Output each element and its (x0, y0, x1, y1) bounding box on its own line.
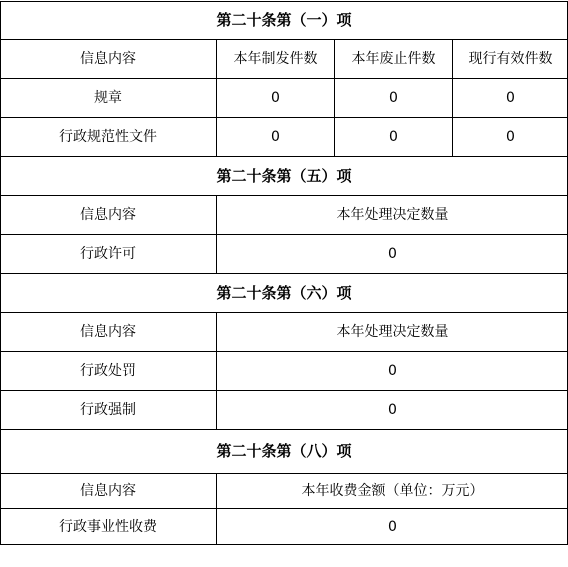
value-cell: 0 (389, 129, 398, 145)
table-row (0, 235, 568, 273)
table-row (0, 509, 568, 544)
value-cell: 0 (389, 90, 398, 106)
column-header-fee-amount: 本年收费金额（单位：万元） (301, 483, 484, 499)
grid-line (0, 273, 568, 274)
grid-line (0, 429, 568, 430)
column-header-issued: 本年制发件数 (233, 51, 318, 67)
grid-line (334, 39, 335, 157)
table-row (0, 391, 568, 429)
grid-line (452, 39, 453, 157)
grid-line (0, 117, 568, 118)
value-cell: 0 (506, 129, 515, 145)
value-cell: 0 (388, 246, 397, 262)
column-header-info: 信息内容 (80, 483, 136, 499)
value-cell: 0 (388, 363, 397, 379)
grid-line (0, 1, 568, 2)
section-1-title: 第二十条第（一）项 (216, 11, 352, 29)
column-header-decisions: 本年处理决定数量 (336, 324, 449, 340)
grid-line (0, 78, 568, 79)
table-row (0, 79, 568, 117)
value-cell: 0 (506, 90, 515, 106)
section-2-title-row (0, 157, 568, 195)
value-cell: 0 (388, 402, 397, 418)
row-label: 行政事业性收费 (59, 518, 157, 535)
section-3-header-row (0, 313, 568, 351)
section-3-title: 第二十条第（六）项 (216, 283, 352, 302)
grid-line (216, 195, 217, 274)
row-label: 行政强制 (80, 402, 136, 418)
row-label: 行政许可 (80, 246, 136, 262)
row-label: 行政处罚 (80, 363, 136, 379)
row-label: 行政规范性文件 (59, 129, 157, 145)
row-label: 规章 (94, 90, 122, 106)
grid-line (0, 39, 568, 40)
grid-line (216, 39, 217, 157)
section-2-header-row (0, 196, 568, 234)
column-header-repealed: 本年废止件数 (351, 51, 436, 67)
section-4-header-row (0, 474, 568, 508)
grid-line (0, 156, 568, 157)
column-header-info: 信息内容 (80, 207, 136, 223)
grid-line (0, 390, 568, 391)
grid-line (0, 312, 568, 313)
grid-line (216, 312, 217, 430)
table-row (0, 352, 568, 390)
grid-line (0, 234, 568, 235)
section-2-title: 第二十条第（五）项 (216, 166, 352, 185)
column-header-decisions: 本年处理决定数量 (336, 207, 449, 223)
column-header-valid: 现行有效件数 (468, 51, 553, 67)
section-4-title-row (0, 430, 568, 473)
grid-line (0, 351, 568, 352)
grid-line (0, 473, 568, 474)
grid-line (0, 544, 568, 545)
table-row (0, 118, 568, 156)
column-header-info: 信息内容 (80, 51, 136, 67)
grid-line (0, 1, 1, 545)
section-3-title-row (0, 274, 568, 312)
value-cell: 0 (271, 129, 280, 145)
column-header-info: 信息内容 (80, 324, 136, 340)
value-cell: 0 (271, 90, 280, 106)
section-1-header-row (0, 40, 568, 78)
value-cell: 0 (388, 518, 397, 535)
grid-line (0, 195, 568, 196)
grid-line (216, 473, 217, 545)
section-1-title-row (0, 2, 568, 39)
section-4-title: 第二十条第（八）项 (216, 442, 352, 460)
grid-line (0, 508, 568, 509)
